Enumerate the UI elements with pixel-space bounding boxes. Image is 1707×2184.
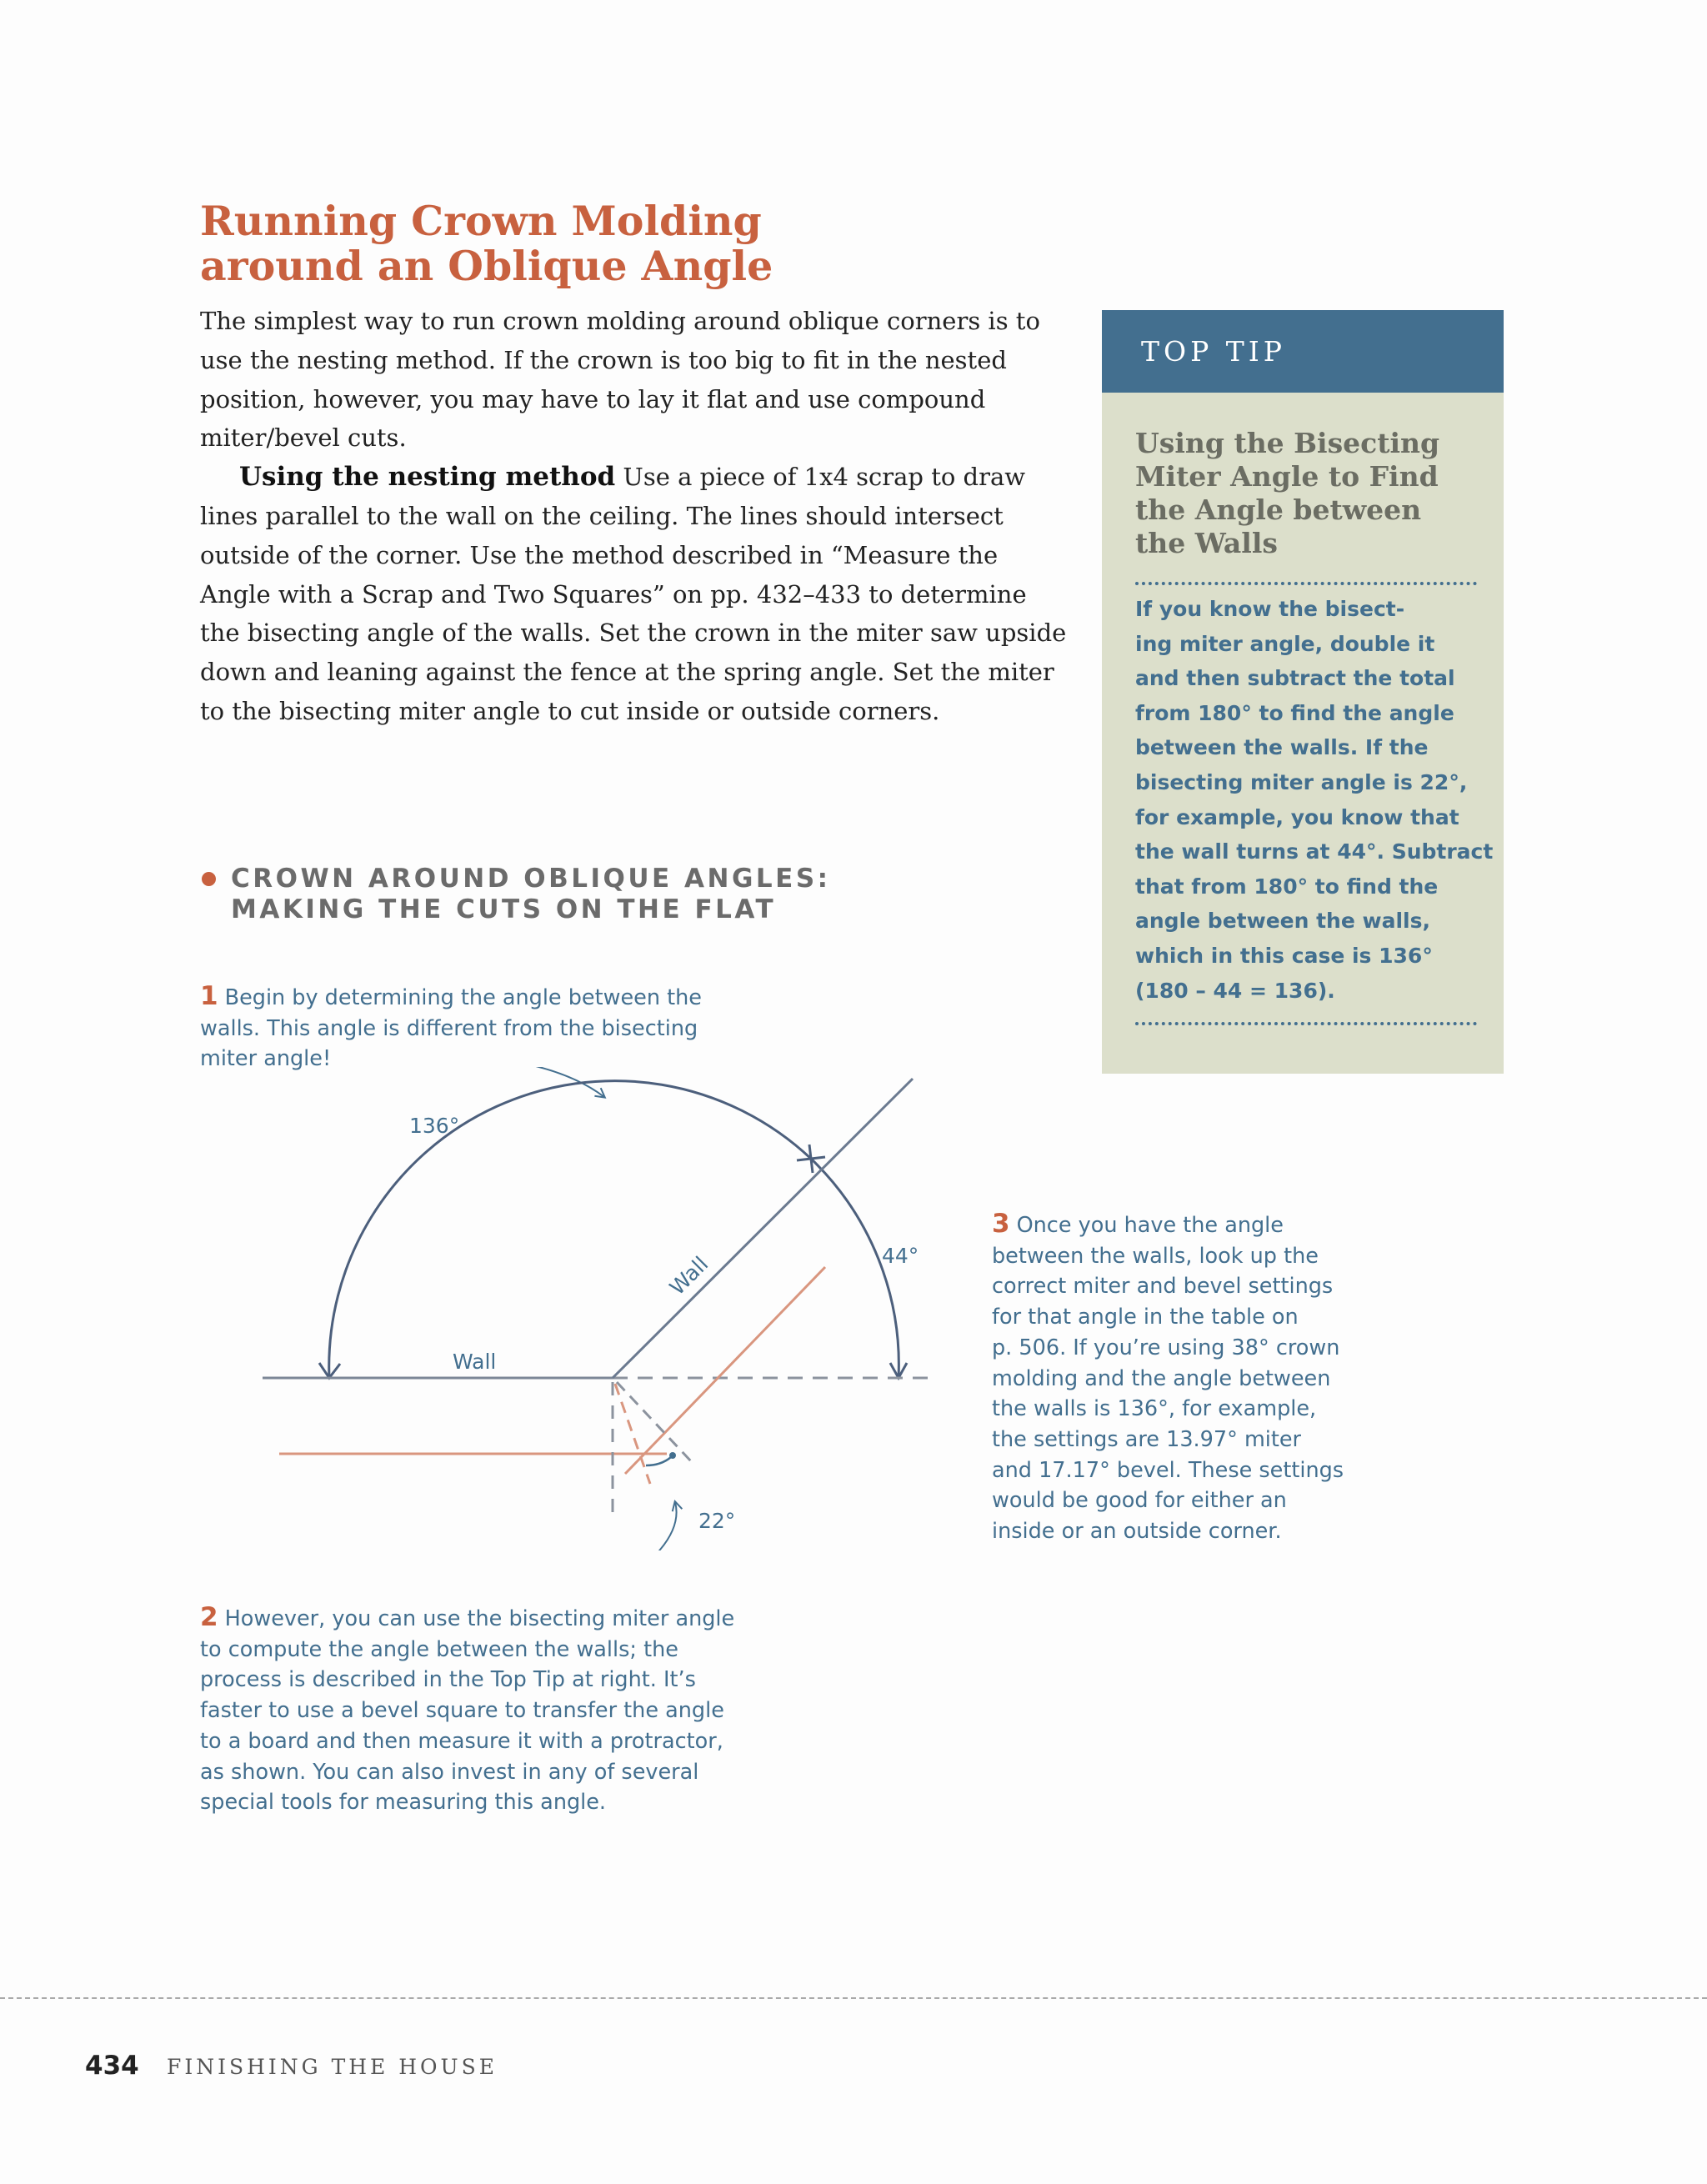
- title-line-1: Running Crown Molding: [200, 197, 762, 245]
- caption-line: miter angle!: [200, 1046, 332, 1072]
- top-tip-text-line: and then subtract the total: [1135, 666, 1455, 691]
- title-line-2: around an Oblique Angle: [200, 242, 773, 290]
- caption-line: to a board and then measure it with a protractor,: [200, 1728, 723, 1754]
- arc-22: [646, 1457, 671, 1465]
- caption-text: However, you can use the bisecting miter angle: [224, 1606, 735, 1631]
- top-tip-text-line: from 180° to find the angle: [1135, 700, 1454, 725]
- top-tip-text: [1135, 592, 1494, 1008]
- top-tip-text-line: between the walls. If the: [1135, 735, 1429, 760]
- caption-line: as shown. You can also invest in any of several: [200, 1759, 699, 1785]
- caption-line: faster to use a bevel square to transfer the angle: [200, 1698, 724, 1724]
- caption-line: [200, 1602, 750, 1635]
- caption-line: walls. This angle is different from the bisecting: [200, 1015, 698, 1041]
- intro-paragraph: The simplest way to run crown molding around oblique corners is to use the nesting method. If the crown is too big to fit in the nested position, however, you may have to lay it flat and use compound miter/bevel cuts.: [200, 307, 1040, 453]
- caption-text: Once you have the angle: [1016, 1213, 1284, 1238]
- caption-line: the settings are 13.97° miter: [992, 1426, 1302, 1452]
- nesting-paragraph: [200, 458, 1067, 731]
- top-tip-text-line: the wall turns at 44°. Subtract: [1135, 839, 1494, 864]
- caption-step-1: [200, 981, 750, 1074]
- caption-line: correct miter and bevel settings: [992, 1274, 1334, 1300]
- caption-step-2: [200, 1602, 750, 1818]
- callout-arrow-1: [346, 1067, 604, 1097]
- caption-line: p. 506. If you’re using 38° crown: [992, 1335, 1340, 1360]
- running-head: FINISHING THE HOUSE: [167, 2055, 498, 2079]
- caption-line: between the walls, look up the: [992, 1243, 1319, 1269]
- label-136: 136°: [409, 1114, 460, 1138]
- top-tip-sidebar: [1102, 310, 1504, 1074]
- figure-title-line-1: CROWN AROUND OBLIQUE ANGLES:: [231, 864, 831, 894]
- dotted-divider-top: [1135, 582, 1477, 585]
- figure-bullet-icon: [202, 872, 216, 886]
- nesting-text: Use a piece of 1x4 scrap to draw lines parallel to the wall on the ceiling. The lines should intersect outside of the corner. Use the method described in “Measure the Angle with a Scrap and Two Squares” on pp. 432–433 to determine the bisecting angle of the walls. Set the crown in the miter saw upside down and leaning against the fence at the spring angle. Set the miter to the bisecting miter angle to cut inside or outside corners.: [200, 463, 1067, 725]
- step-number: 3: [992, 1209, 1010, 1239]
- top-tip-text-line: If you know the bisect-: [1135, 597, 1405, 621]
- nesting-lead: Using the nesting method: [239, 462, 616, 493]
- caption-step-3: [992, 1209, 1359, 1547]
- intersection-mark: [809, 1145, 813, 1173]
- page-title: [200, 198, 950, 288]
- dotted-divider-bottom: [1135, 1022, 1477, 1025]
- top-tip-text-line: ing miter angle, double it: [1135, 631, 1435, 656]
- figure-title: [231, 864, 898, 925]
- step-number: 2: [200, 1602, 218, 1632]
- caption-line: for that angle in the table on: [992, 1305, 1299, 1330]
- top-tip-label: TOP TIP: [1102, 310, 1504, 393]
- caption-line: special tools for measuring this angle.: [200, 1790, 607, 1816]
- caption-line: the walls is 136°, for example,: [992, 1396, 1317, 1422]
- top-tip-title-line: Miter Angle to Find: [1135, 460, 1439, 493]
- parallel-line-diagonal: [625, 1267, 825, 1474]
- top-tip-text-line: that from 180° to find the: [1135, 874, 1439, 899]
- caption-text: Begin by determining the angle between the: [224, 985, 702, 1010]
- figure-title-line-2: MAKING THE CUTS ON THE FLAT: [231, 894, 777, 924]
- top-tip-title: [1135, 427, 1485, 560]
- footer-divider: [0, 1997, 1707, 1999]
- arc-136: [329, 1081, 811, 1378]
- caption-line: inside or an outside corner.: [992, 1519, 1282, 1545]
- top-tip-title-line: the Angle between: [1135, 493, 1422, 526]
- step-number: 1: [200, 981, 218, 1011]
- caption-line: would be good for either an: [992, 1488, 1287, 1514]
- top-tip-text-line: (180 – 44 = 136).: [1135, 978, 1335, 1003]
- label-wall-horizontal: Wall: [453, 1350, 497, 1374]
- page-number: 434: [85, 2051, 139, 2081]
- angle-diagram: [250, 1067, 967, 1550]
- top-tip-text-line: which in this case is 136°: [1135, 943, 1433, 968]
- caption-line: process is described in the Top Tip at right. It’s: [200, 1667, 696, 1693]
- body-text: [200, 302, 1067, 731]
- top-tip-text-line: bisecting miter angle is 22°,: [1135, 769, 1468, 794]
- label-44: 44°: [882, 1244, 919, 1268]
- caption-line: [200, 981, 750, 1014]
- caption-line: molding and the angle between: [992, 1365, 1331, 1391]
- callout-arrow-2: [605, 1502, 677, 1550]
- top-tip-text-line: for example, you know that: [1135, 804, 1459, 829]
- arc-22-dot: [669, 1452, 676, 1459]
- top-tip-text-line: angle between the walls,: [1135, 909, 1430, 934]
- caption-line: and 17.17° bevel. These settings: [992, 1457, 1344, 1483]
- label-22: 22°: [698, 1509, 736, 1533]
- top-tip-title-line: Using the Bisecting: [1135, 427, 1440, 459]
- caption-line: [992, 1209, 1359, 1241]
- caption-line: to compute the angle between the walls; the: [200, 1636, 678, 1662]
- top-tip-title-line: the Walls: [1135, 527, 1278, 559]
- label-wall-diagonal: Wall: [664, 1251, 713, 1300]
